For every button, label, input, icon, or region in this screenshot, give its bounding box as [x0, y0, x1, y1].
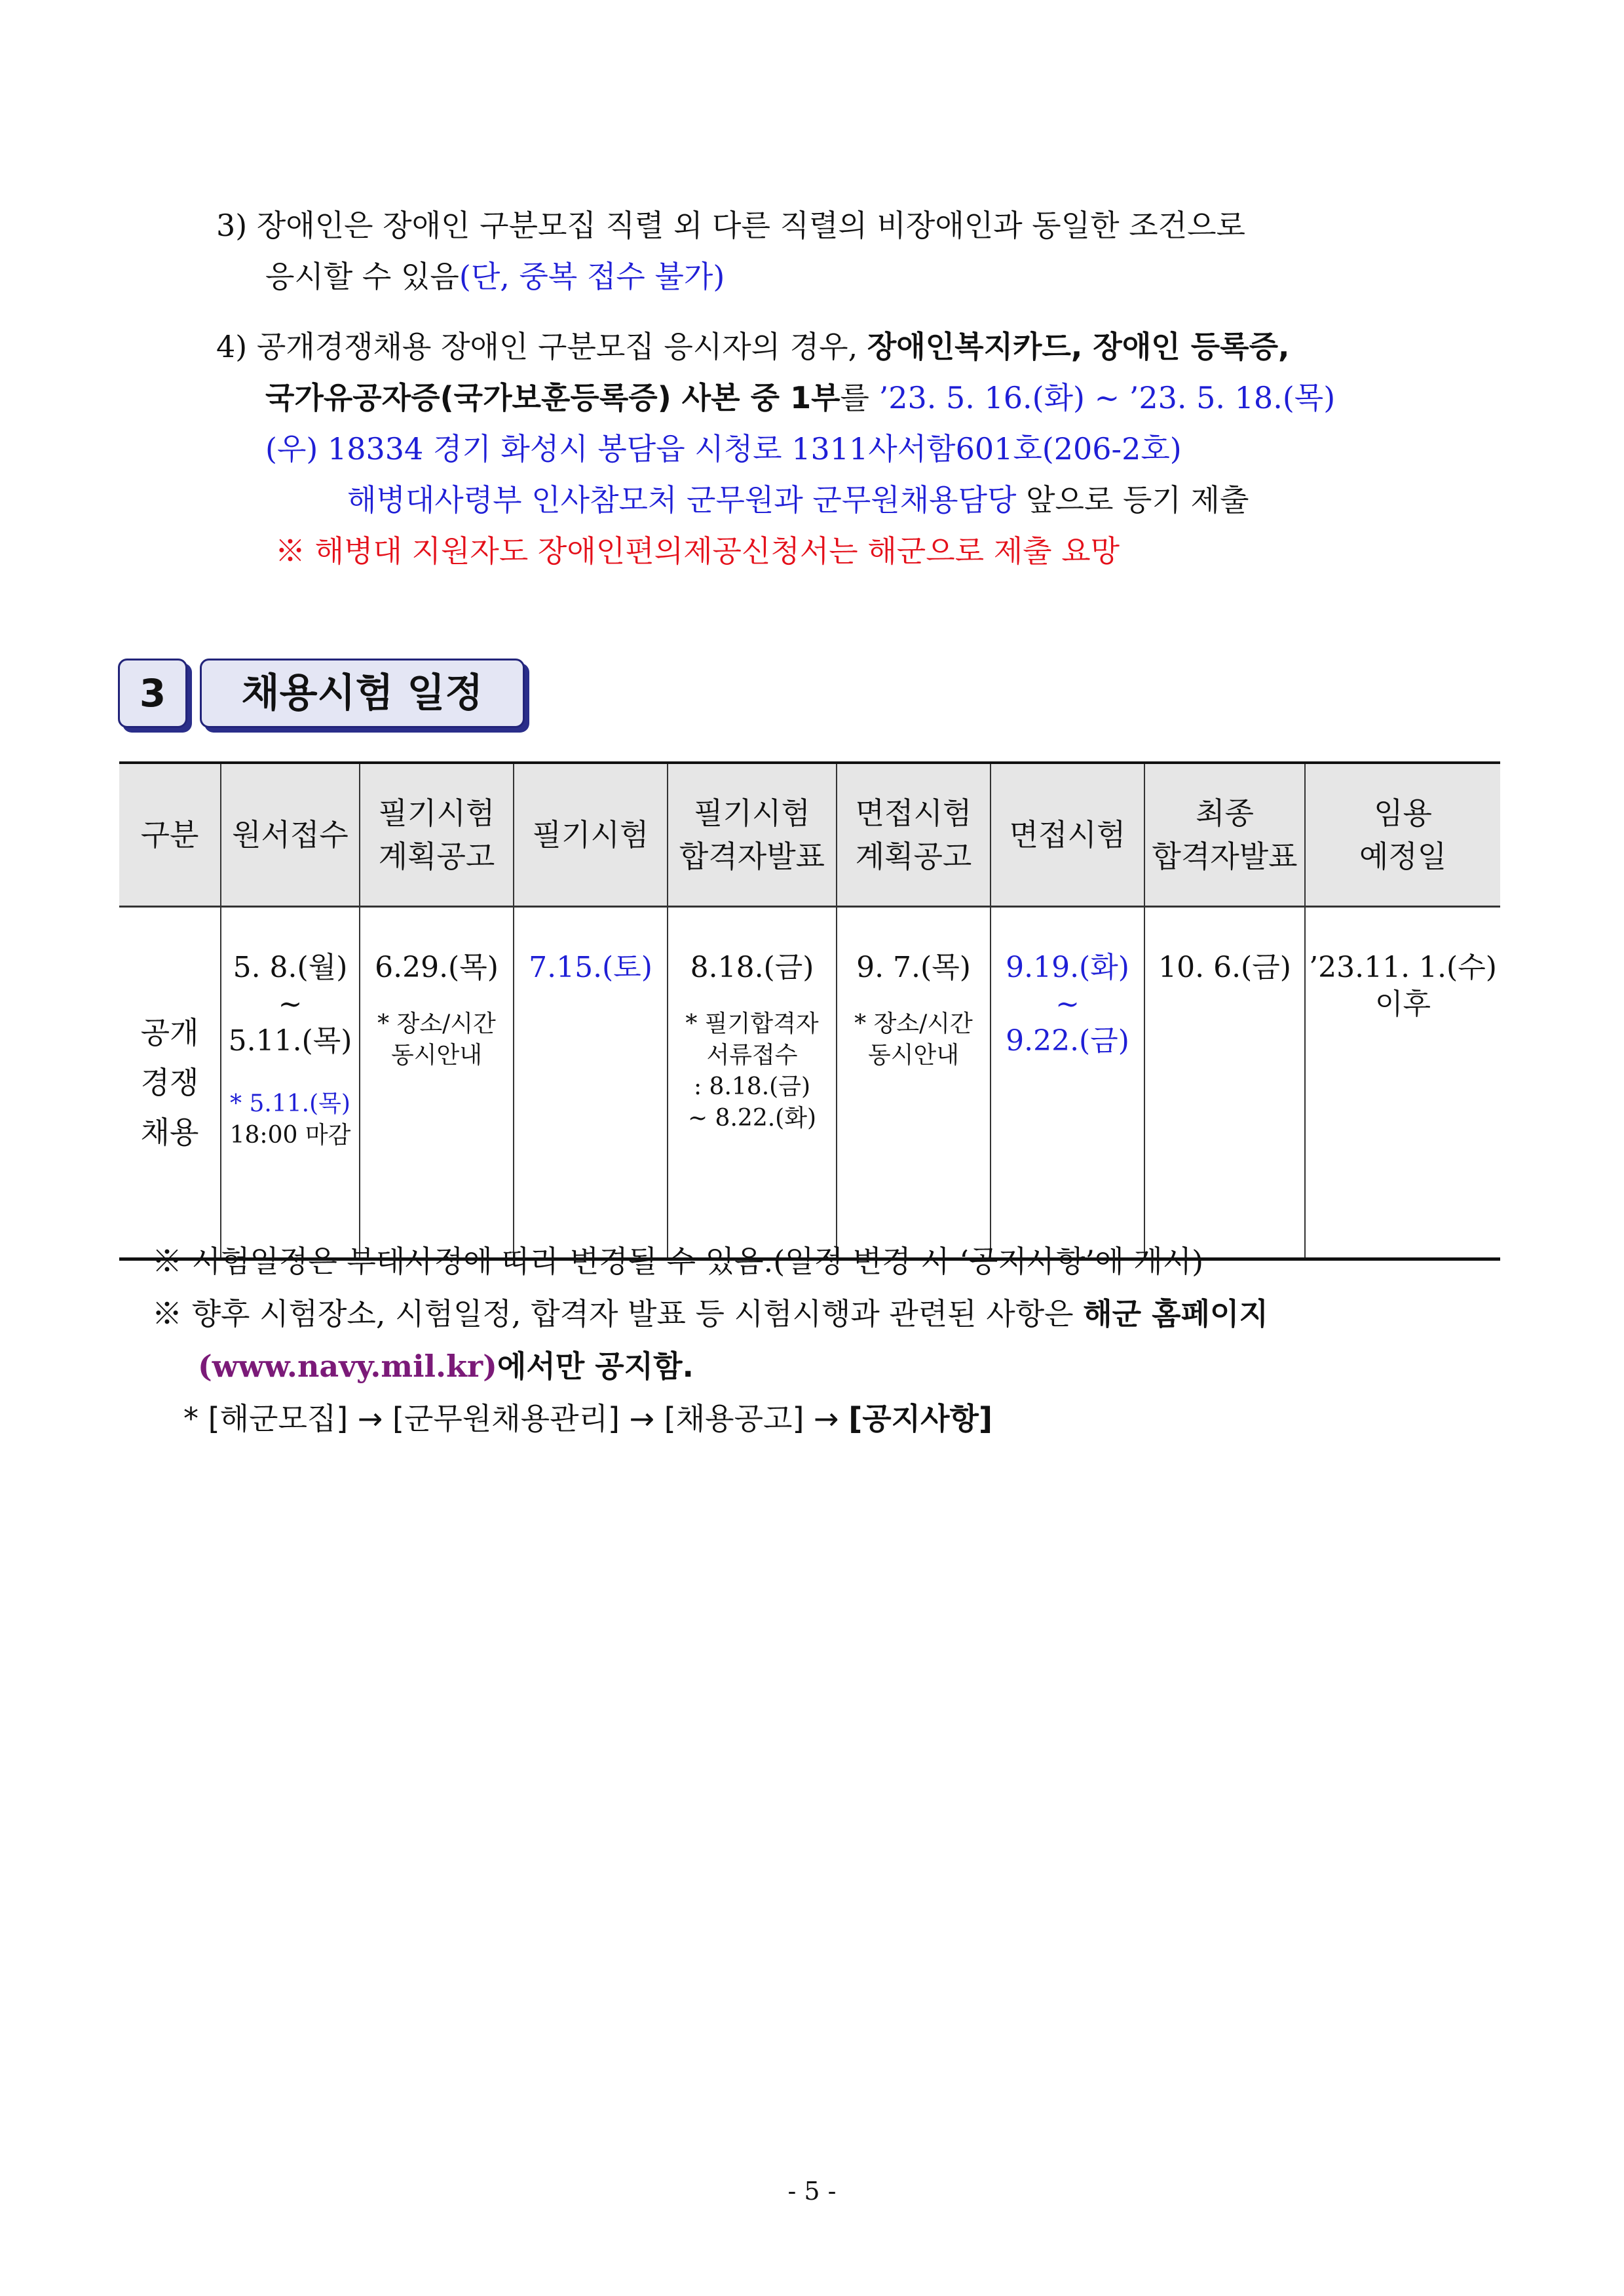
cell-appointment: ’23.11. 1.(수) 이후 [1305, 907, 1500, 1259]
cell-written-exam: 7.15.(토) [514, 907, 668, 1259]
item-4-line-1-text: 4) 공개경쟁채용 장애인 구분모집 응시자의 경우, [216, 329, 867, 364]
table-header-row [119, 763, 1500, 907]
header-written-exam: 필기시험 [514, 763, 668, 907]
item-4-line-4 [216, 474, 1513, 526]
item-3-line-1: 3) 장애인은 장애인 구분모집 직렬 외 다른 직렬의 비장애인과 동일한 조건으로 [216, 208, 1245, 243]
section-number-badge: 3 [118, 659, 187, 728]
item-4-paragraph [216, 321, 1513, 577]
note-schedule-change: ※ 시험일정은 부대사정에 따라 변경될 수 있음.(일정 변경 시 ‘공지사항’에 게시) [152, 1244, 1204, 1279]
cell-written-plan: 6.29.(목) * 장소/시간 동시안내 [360, 907, 514, 1259]
header-application: 원서접수 [221, 763, 360, 907]
cell-application: 5. 8.(월) ~ 5.11.(목) * 5.11.(목) 18:00 마감 [221, 907, 360, 1259]
navigation-notice-board: [공지사항] [848, 1401, 992, 1436]
item-3-line-2-text: 응시할 수 있음 [265, 259, 459, 294]
header-category: 구분 [119, 763, 221, 907]
note-url-suffix: 에서만 공지함. [497, 1349, 694, 1384]
note-announcement [152, 1288, 1501, 1340]
navy-homepage-label: 해군 홈페이지 [1083, 1296, 1268, 1331]
header-final-result: 최종 합격자발표 [1144, 763, 1305, 907]
navigation-path [152, 1392, 1501, 1445]
schedule-table [119, 761, 1500, 1261]
item-4-documents: 장애인복지카드, 장애인 등록증, [867, 329, 1290, 364]
note-url-line [152, 1340, 1501, 1392]
note-announcement-text: ※ 향후 시험장소, 시험일정, 합격자 발표 등 시험시행과 관련된 사항은 [152, 1296, 1084, 1331]
navigation-path-text: * [해군모집] → [군무원채용관리] → [채용공고] → [183, 1401, 849, 1436]
item-4-submission-period: ’23. 5. 16.(화) ~ ’23. 5. 18.(목) [878, 380, 1336, 415]
item-4-recipient: 해병대사령부 인사참모처 군무원과 군무원채용담당 [347, 482, 1017, 518]
item-4-line-4-text: 앞으로 등기 제출 [1016, 482, 1249, 518]
cell-category: 공개 경쟁 채용 [119, 907, 221, 1259]
cell-interview: 9.19.(화) ~ 9.22.(금) [991, 907, 1144, 1259]
navy-homepage-link[interactable]: (www.navy.mil.kr) [198, 1349, 497, 1384]
page-number: - 5 - [787, 2177, 837, 2206]
item-4-line-1 [216, 321, 1513, 372]
schedule-notes [152, 1235, 1501, 1445]
header-appointment: 임용 예정일 [1305, 763, 1500, 907]
header-interview: 면접시험 [991, 763, 1144, 907]
written-result-note: * 필기합격자 서류접수 : 8.18.(금) ~ 8.22.(화) [685, 1010, 819, 1132]
interview-plan-note: * 장소/시간 동시안내 [854, 1010, 973, 1069]
table-row [119, 907, 1500, 1259]
cell-final-result: 10. 6.(금) [1144, 907, 1305, 1259]
cell-written-result: 8.18.(금) * 필기합격자 서류접수 : 8.18.(금) ~ 8.22.(화) [668, 907, 837, 1259]
header-interview-plan: 면접시험 계획공고 [837, 763, 991, 907]
item-3-paragraph [216, 200, 1513, 302]
item-4-address: (우) 18334 경기 화성시 봉담읍 시청로 1311사서함601호(206-2호) [265, 431, 1182, 467]
written-plan-note: * 장소/시간 동시안내 [377, 1010, 496, 1069]
item-4-documents-2: 국가유공자증(국가보훈등록증) 사본 중 1부 [265, 380, 840, 415]
item-4-warning: ※ 해병대 지원자도 장애인편의제공신청서는 해군으로 제출 요망 [275, 533, 1120, 569]
item-3-duplicate-note: (단, 중복 접수 불가) [459, 259, 725, 294]
cell-interview-plan: 9. 7.(목) * 장소/시간 동시안내 [837, 907, 991, 1259]
item-3-line-2 [216, 251, 1513, 302]
header-written-plan: 필기시험 계획공고 [360, 763, 514, 907]
section-title: 채용시험 일정 [200, 659, 525, 728]
item-4-line-2 [216, 372, 1513, 423]
application-deadline-note: * 5.11.(목) 18:00 마감 [229, 1090, 351, 1149]
item-4-line-2-text: 를 [840, 380, 879, 415]
header-written-result: 필기시험 합격자발표 [668, 763, 837, 907]
